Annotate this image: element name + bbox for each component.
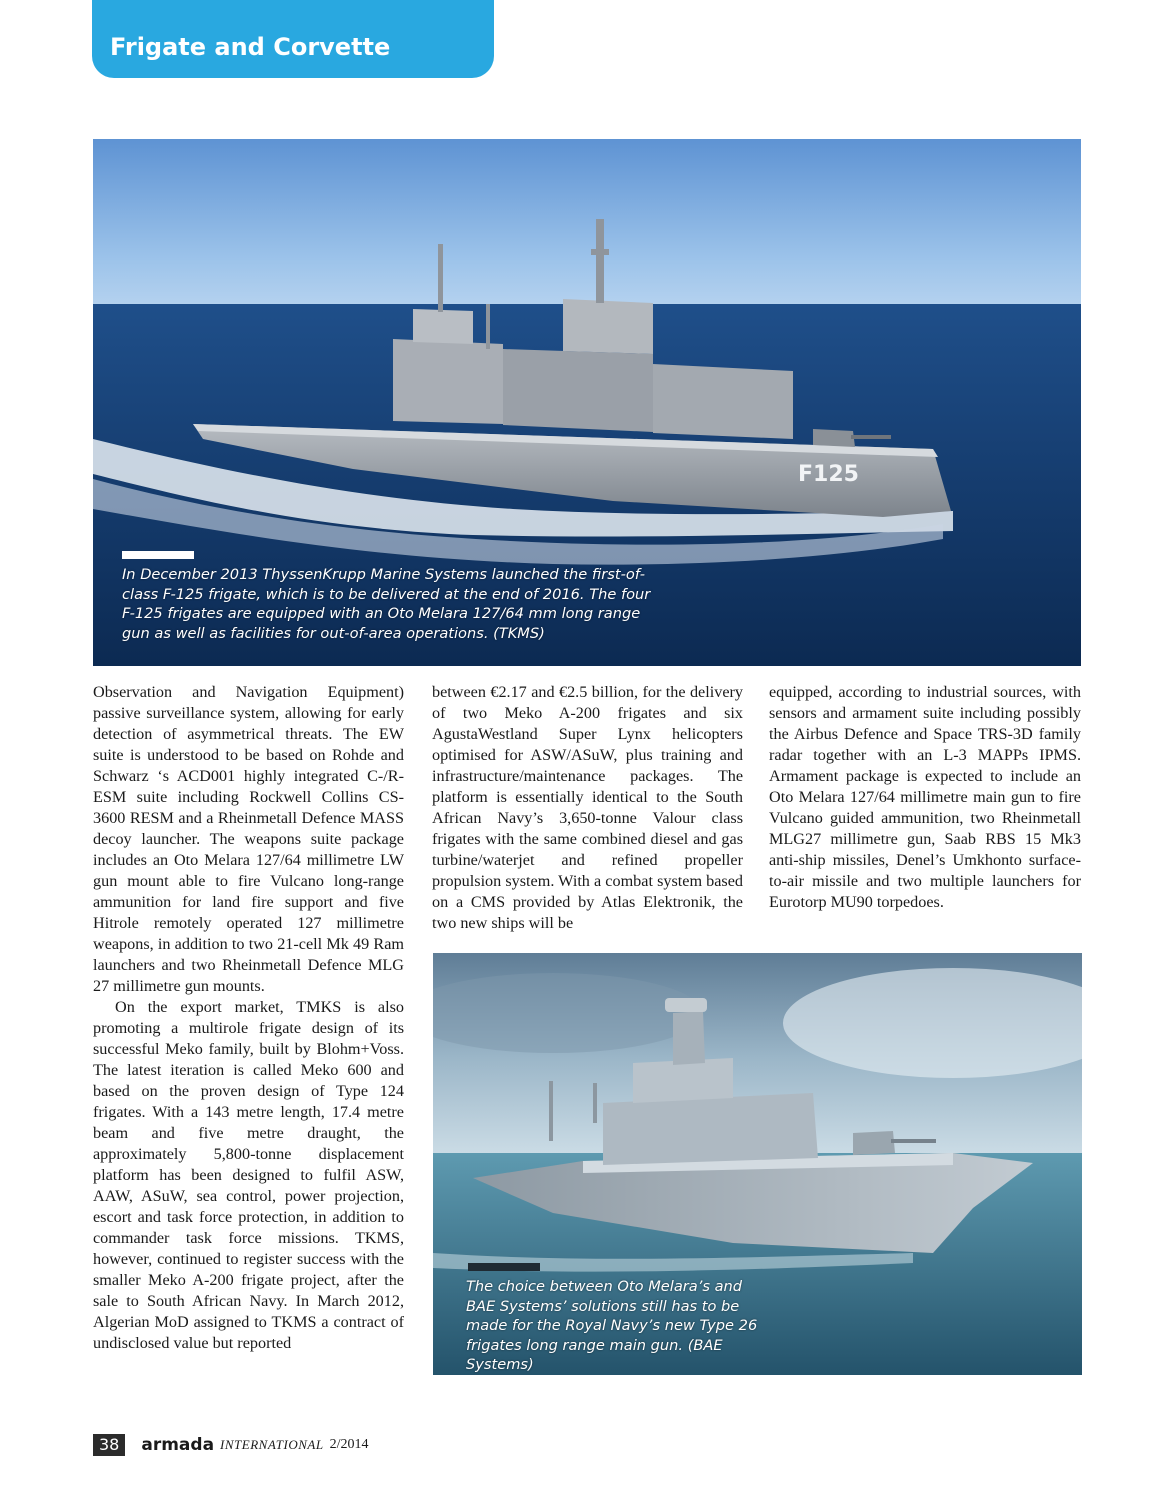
section-title: Frigate and Corvette: [110, 33, 391, 61]
article-paragraph: Observation and Navigation Equipment) passive surveillance system, allowing for early detection of asymmetrical threats. The EW suite is understood to be based on Rohde and Schwarz ‘s ACD001 highly integrated C-/R-ESM suite including Rockwell Collins CS-3600 RESM and a Rheinmetall Defence MASS decoy launcher. The weapons suite package includes an Oto Melara 127/64 millimetre LW gun mount able to fire Vulcano long-range ammunition for land fire support and five Hitrole remotely operated 127 millimetre weapons, in addition to two 21-cell Mk 49 Ram launchers and two Rheinmetall Defence MLG 27 millimetre gun mounts.: [93, 683, 404, 995]
page-footer: [93, 1434, 368, 1456]
magazine-name: armada: [141, 1435, 215, 1455]
issue-number: 2/2014: [329, 1437, 369, 1452]
page-number: 38: [93, 1434, 125, 1456]
article-column-2: [432, 682, 743, 934]
caption-bar-bottom: [468, 1263, 540, 1271]
section-header-tab: [92, 0, 494, 78]
photo-caption-bottom: The choice between Oto Melara’s and BAE Systems’ solutions still has to be made for the Royal Navy’s new Type 26 frigates long range main gun. (BAE Systems): [466, 1278, 758, 1373]
caption-bar-top: [122, 551, 194, 559]
photo-caption-top: In December 2013 ThyssenKrupp Marine Systems launched the first-of-class F-125 frigate, which is to be delivered at the end of 2016. The four F-125 frigates are equipped with an Oto Melara 127/64 mm long range gun as well as facilities for out-of-area operations. (TKMS): [122, 566, 651, 642]
hull-number-label: F125: [798, 462, 859, 487]
article-column-1: [93, 682, 404, 1354]
article-paragraph: equipped, according to industrial sources, with sensors and armament suite including possibly the Airbus Defence and Space TRS-3D family radar together with an L-3 MAPPs IPMS. Armament package is expected to include an Oto Melara 127/64 millimetre main gun to fire Vulcano guided ammunition, two Rheinmetall MLG27 millimetre gun, Saab RBS 15 Mk3 anti-ship missiles, Denel’s Umkhonto surface-to-air missile and two multiple launchers for Eurotorp MU90 torpedoes.: [769, 683, 1081, 911]
article-column-3: [769, 682, 1081, 913]
magazine-subtitle: INTERNATIONAL: [220, 1437, 324, 1452]
article-paragraph: between €2.17 and €2.5 billion, for the delivery of two Meko A-200 frigates and six AgustaWestland Super Lynx helicopters optimised for ASW/ASuW, plus training and infrastructure/maintenance packages. The platform is essentially identical to the South African Navy’s 3,650-tonne Valour class frigates with the same combined diesel and gas turbine/waterjet and refined propeller propulsion system. With a combat system based on a CMS provided by Atlas Elektronik, the two new ships will be: [432, 683, 743, 932]
article-paragraph: On the export market, TMKS is also promoting a multirole frigate design of its successful Meko family, built by Blohm+Voss. The latest iteration is called Meko 600 and based on the proven design of Type 124 frigates. With a 143 metre length, 17.4 metre beam and five metre draught, the approximately 5,800-tonne displacement platform has been designed to fulfil ASW, AAW, ASuW, sea control, power projection, escort and task force protection, in addition to commander task force missions. TKMS, however, continued to register success with the smaller Meko A-200 frigate project, after the sale to South African Navy. In March 2012, Algerian MoD assigned to TKMS a contract of undisclosed value but reported: [93, 998, 404, 1352]
